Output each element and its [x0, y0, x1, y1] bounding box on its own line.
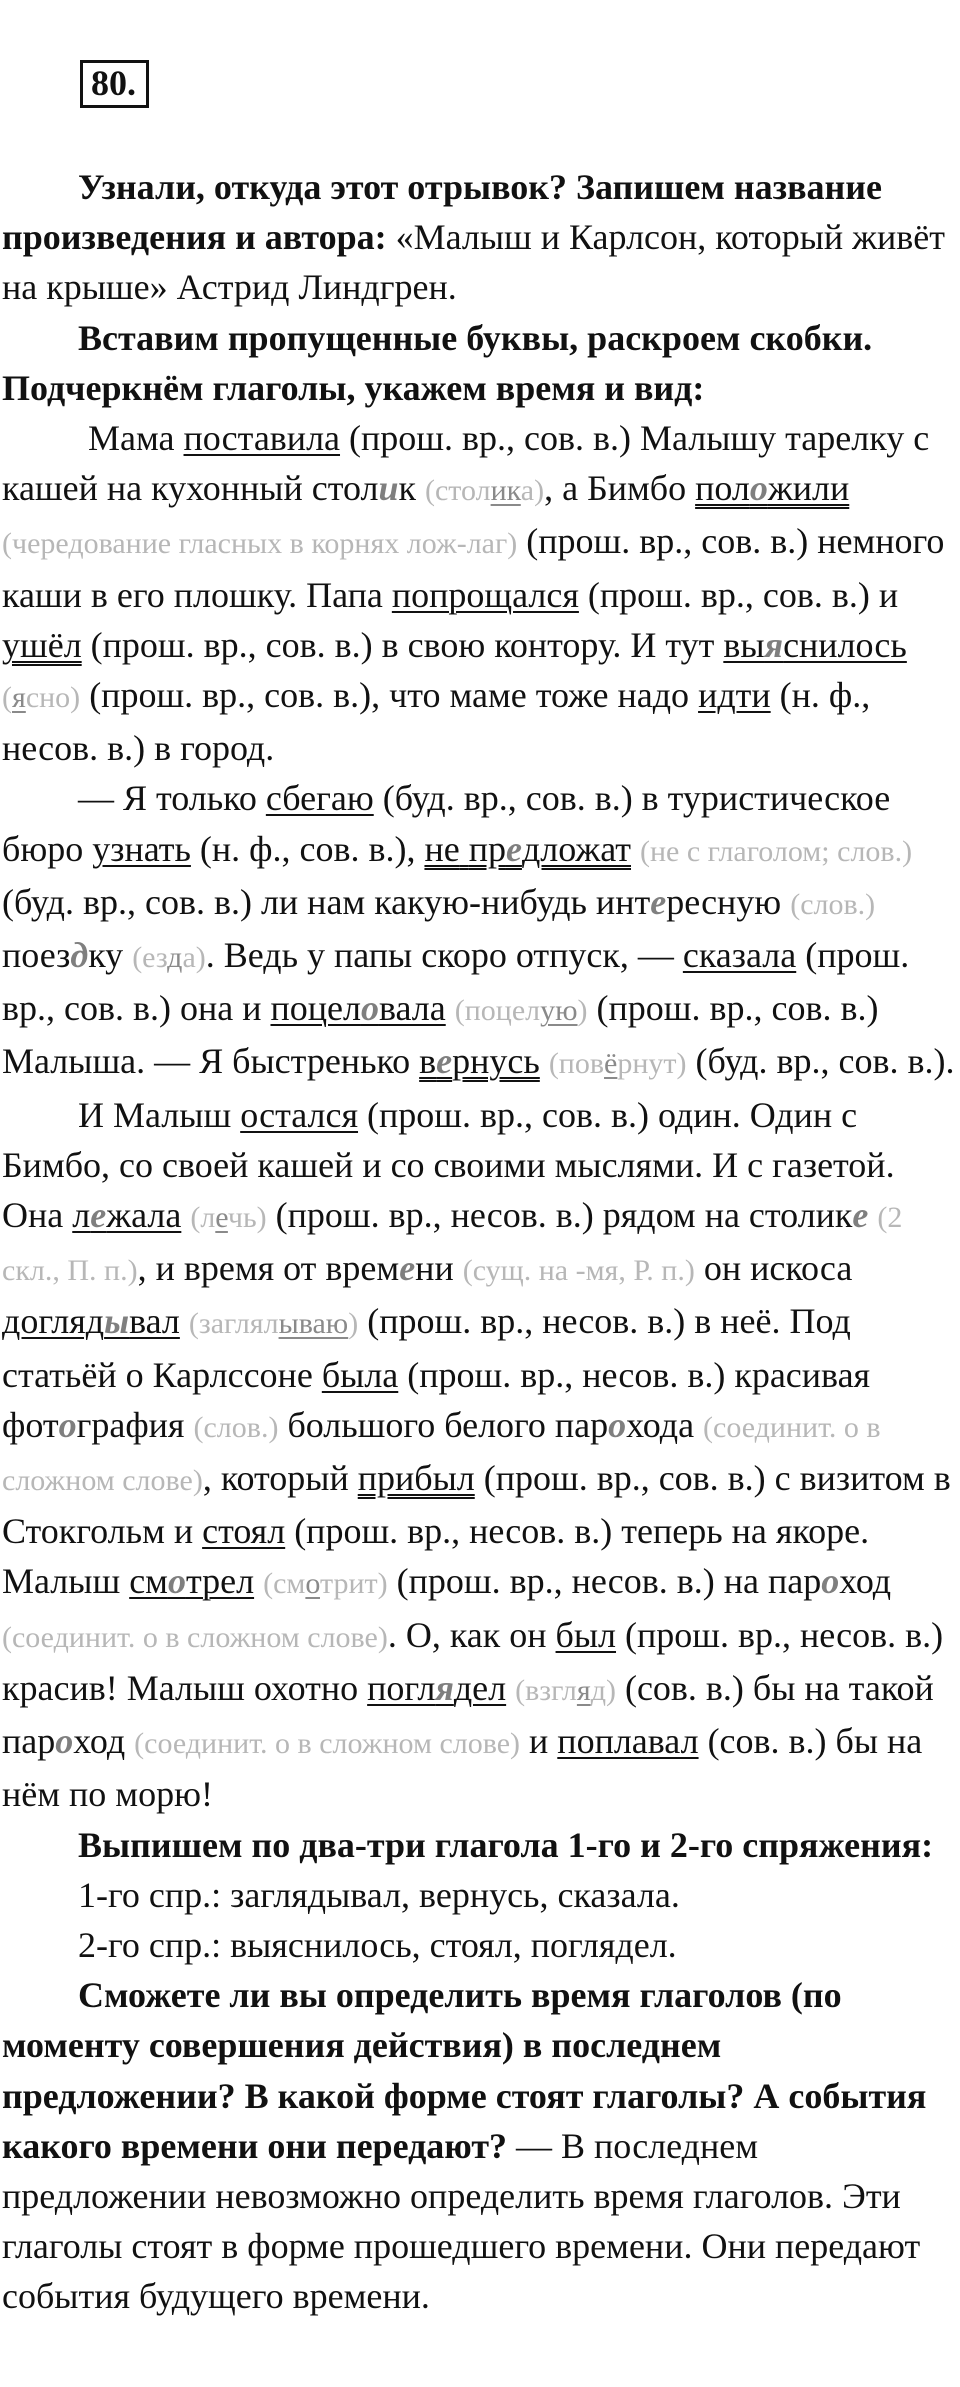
- text-span: (прош. вр., сов. в.) и: [578, 574, 899, 615]
- verb-part: пр: [468, 828, 506, 869]
- note: [425, 474, 544, 507]
- verb-part: погл: [367, 1667, 436, 1708]
- note: (соединит. о в сложном слове): [2, 1620, 388, 1654]
- question-source: [2, 162, 960, 313]
- note-part: (л: [190, 1201, 216, 1235]
- question-text: Выпишем по два-три глагола 1-го и 2-го спряжения:: [78, 1824, 934, 1865]
- note: (чередование гласных в корнях лож-лаг): [2, 527, 518, 561]
- text-span: (прош. вр., сов. в.), что маме тоже надо: [80, 675, 699, 716]
- note: [2, 681, 80, 714]
- note: (слов.): [790, 887, 876, 921]
- note-part: сно): [25, 681, 81, 715]
- exercise-content: [2, 162, 960, 2322]
- text-paragraph-2: [2, 773, 960, 1089]
- question-text: Сможете ли вы определить время глаголов (по моменту совершения действия) в последнем предложении? В какой форме стоят глаголы? А события какого времени они передают?: [2, 1975, 927, 2166]
- text-span: И Малыш: [78, 1094, 241, 1135]
- text-span: графия: [76, 1404, 194, 1445]
- note: [189, 1307, 358, 1340]
- note-part: (поцел: [454, 994, 541, 1028]
- note-part: а): [182, 941, 206, 975]
- text-span: (прош. вр., несов. в.) красивая фот: [2, 1354, 871, 1445]
- inserted-letter: д: [70, 935, 89, 976]
- note-part: я: [12, 681, 26, 715]
- inserted-letter: я: [764, 624, 784, 665]
- text-span: (н. ф., несов. в.) в город.: [2, 675, 871, 769]
- inserted-letter: е: [436, 1041, 453, 1082]
- inserted-letter: о: [608, 1404, 627, 1445]
- question-tense: [2, 1970, 960, 2321]
- conjugation-2-line: 2-го спр.: выяснилось, стоял, поглядел.: [78, 1924, 677, 1965]
- text-span: [180, 1301, 189, 1341]
- verb: [424, 829, 631, 869]
- note-part: д: [167, 941, 183, 975]
- question-text: Вставим пропущенные буквы, раскроем скобки. Подчеркнём глаголы, укажем время и вид:: [2, 317, 873, 408]
- verb: узнать: [92, 828, 191, 869]
- text-span: . О, как он: [387, 1614, 556, 1655]
- text-span: ни: [415, 1248, 463, 1289]
- note-part: трит): [319, 1567, 388, 1601]
- note-part: (см: [263, 1567, 306, 1601]
- text-span: (буд. вр., сов. в.) в туристическое бюро: [2, 778, 891, 869]
- note: [263, 1567, 388, 1600]
- note-part: о: [305, 1567, 320, 1601]
- note-part: рнут): [617, 1047, 687, 1081]
- note: [132, 941, 206, 974]
- verb-part: вала: [378, 988, 446, 1029]
- text-span: (прош. вр., сов. в.) Малышу тарелку с кашей на кухонный стол: [2, 418, 930, 509]
- text-span: , а Бимбо: [544, 468, 696, 509]
- inserted-letter: е: [650, 881, 667, 922]
- text-span: (прош. вр., сов. в.) она и: [2, 935, 910, 1029]
- note-part: ): [348, 1307, 359, 1341]
- text-span: (прош. вр., сов. в.) в свою контору. И тут: [81, 624, 724, 665]
- note-part: (пов: [548, 1047, 605, 1081]
- note-part: (взгл: [515, 1673, 577, 1707]
- text-span: большого белого пар: [278, 1404, 609, 1445]
- text-span: (прош. вр., несов. в.) на пар: [387, 1561, 822, 1602]
- verb-part: жала: [106, 1195, 182, 1236]
- text-paragraph-1: [2, 413, 960, 773]
- text-span: ресную: [666, 881, 791, 922]
- verb-part: поцел: [270, 988, 361, 1029]
- verb-part: трел: [185, 1561, 255, 1602]
- answer-text: — В последнем предложении невозможно определить время глаголов. Эти глаголы стоят в форме прошедшего времени. Они передают события будущего времени.: [2, 2125, 921, 2317]
- verb-part: [460, 829, 469, 869]
- text-span: (прош. вр., несов. в.) красив! Малыш охотно: [2, 1614, 944, 1708]
- inserted-letter: е: [399, 1248, 416, 1289]
- verb: сбегаю: [265, 778, 374, 819]
- text-span: (прош. вр., сов. в.) один. Один с Бимбо, со своей кашей и со своими мыслями. И с газетой. Она: [2, 1094, 895, 1236]
- text-span: и: [520, 1721, 558, 1762]
- text-span: поез: [2, 935, 71, 976]
- note: (2 скл., П. п.): [2, 1201, 903, 1288]
- note-part: а): [520, 474, 545, 508]
- text-span: , и время от врем: [137, 1248, 400, 1289]
- note-part: чь): [227, 1201, 267, 1235]
- verb: [270, 988, 445, 1028]
- verb-part: вы: [723, 624, 765, 665]
- inserted-letter: я: [435, 1667, 454, 1708]
- text-span: [540, 1041, 549, 1081]
- inserted-letter: е: [852, 1195, 869, 1236]
- inserted-letter: о: [58, 1404, 77, 1445]
- text-span: он искоса: [694, 1248, 853, 1289]
- note: (слов.): [193, 1410, 279, 1444]
- verb-part: жили: [767, 468, 850, 509]
- inserted-letter: о: [360, 988, 379, 1029]
- text-span: хода: [626, 1404, 704, 1445]
- text-span: (прош. вр., несов. в.) в неё. Под статьёй о Карлссоне: [2, 1301, 851, 1395]
- verb: [419, 1041, 540, 1081]
- verb: поставила: [183, 418, 341, 459]
- text-span: [446, 988, 455, 1028]
- verb: [72, 1195, 181, 1235]
- text-span: [631, 829, 640, 869]
- text-span: (прош. вр., несов. в.) теперь на якоре. Малыш: [2, 1511, 870, 1602]
- verb: [129, 1561, 254, 1601]
- text-span: — Я только: [78, 778, 266, 819]
- text-span: (буд. вр., сов. в.).: [686, 1041, 955, 1082]
- verb-part: дел: [453, 1667, 507, 1708]
- note: [549, 1047, 687, 1080]
- text-span: (прош. вр., сов. в.) с визитом в Стокгольм и: [2, 1458, 951, 1552]
- text-span: [254, 1561, 263, 1601]
- task-conjugation: [2, 1820, 960, 1870]
- verb: попрощался: [391, 574, 579, 615]
- verb: [695, 468, 849, 508]
- verb-part: вал: [129, 1301, 180, 1342]
- verb-part: л: [72, 1195, 91, 1236]
- text-span: (прош. вр., сов. в.) Малыша. — Я быстренько: [2, 988, 879, 1082]
- note-part: д): [590, 1673, 616, 1707]
- text-span: (сов. в.) бы на нём по морю!: [2, 1721, 923, 1815]
- inserted-letter: о: [749, 468, 768, 509]
- inserted-letter: о: [167, 1561, 186, 1602]
- note: [515, 1674, 616, 1707]
- verb: стоял: [202, 1511, 286, 1552]
- note: [190, 1201, 266, 1234]
- text-span: [181, 1195, 190, 1235]
- verb: прибыл: [357, 1458, 475, 1499]
- text-span: к: [398, 468, 425, 509]
- verb-part: снилось: [783, 624, 907, 665]
- verb-part: рнусь: [452, 1041, 540, 1082]
- verb: поплавал: [557, 1721, 699, 1762]
- note-part: ): [577, 994, 588, 1028]
- note-part: (ез: [132, 941, 168, 975]
- verb: [367, 1668, 506, 1708]
- note-part: ую: [540, 994, 578, 1028]
- text-span: , который: [202, 1458, 358, 1499]
- note: (сущ. на -мя, Р. п.): [462, 1254, 695, 1288]
- text-span: Мама: [88, 418, 184, 459]
- inserted-letter: о: [55, 1721, 74, 1762]
- inserted-letter: о: [821, 1561, 840, 1602]
- verb: ушёл: [2, 624, 82, 665]
- note-part: (заглял: [188, 1307, 279, 1341]
- note-part: (: [2, 681, 12, 715]
- verb-part: не: [424, 828, 460, 869]
- text-span: (сов. в.) бы на такой пар: [2, 1667, 934, 1762]
- note-part: (стол: [424, 474, 491, 508]
- note: [455, 994, 588, 1027]
- text-span: (буд. вр., сов. в.) ли нам какую-нибудь инт: [2, 881, 651, 922]
- note-part: ик: [490, 474, 521, 508]
- verb-part: догляд: [2, 1301, 105, 1342]
- note-part: я: [576, 1673, 591, 1707]
- verb-part: в: [419, 1041, 437, 1082]
- exercise-number: 80.: [80, 60, 149, 108]
- note-part: ё: [604, 1047, 618, 1081]
- note: (соединит. о в сложном слове): [134, 1727, 521, 1761]
- verb-part: дложат: [521, 828, 631, 869]
- note-part: ываю: [278, 1307, 349, 1341]
- verb: была: [321, 1354, 399, 1395]
- verb: [723, 625, 907, 665]
- note: (не с глаголом; слов.): [640, 834, 913, 868]
- verb: [2, 1301, 180, 1341]
- note: (соединит. о в сложном слове): [2, 1410, 881, 1498]
- text-span: (прош. вр., сов. в.) немного каши в его плошку. Папа: [2, 521, 945, 615]
- answer-text: «Малыш и Карлсон, который живёт на крыше» Астрид Линдгрен.: [2, 217, 946, 308]
- verb-part: см: [129, 1561, 168, 1602]
- text-span: [506, 1668, 515, 1708]
- text-span: ход: [73, 1721, 135, 1762]
- verb-part: пол: [695, 468, 750, 509]
- question-text: Узнали, откуда этот отрывок? Запишем название произведения и автора:: [2, 167, 883, 258]
- text-paragraph-3: [2, 1090, 960, 1820]
- conjugation-1-line: 1-го спр.: заглядывал, вернусь, сказала.: [78, 1874, 680, 1915]
- inserted-letter: ы: [104, 1301, 130, 1342]
- inserted-letter: и: [378, 468, 399, 509]
- inserted-letter: е: [90, 1195, 107, 1236]
- text-span: (прош. вр., несов. в.) рядом на столик: [266, 1195, 853, 1236]
- text-span: . Ведь у папы скоро отпуск, —: [205, 935, 683, 976]
- text-span: (н. ф., сов. в.),: [190, 828, 425, 869]
- note-part: е: [215, 1201, 228, 1235]
- inserted-letter: е: [505, 828, 522, 869]
- verb: остался: [240, 1094, 359, 1135]
- verb: идти: [698, 675, 771, 716]
- task-instruction: [2, 313, 960, 413]
- verb: был: [555, 1614, 617, 1655]
- text-span: ход: [839, 1561, 892, 1602]
- text-span: ку: [88, 935, 133, 976]
- verb: сказала: [682, 935, 797, 976]
